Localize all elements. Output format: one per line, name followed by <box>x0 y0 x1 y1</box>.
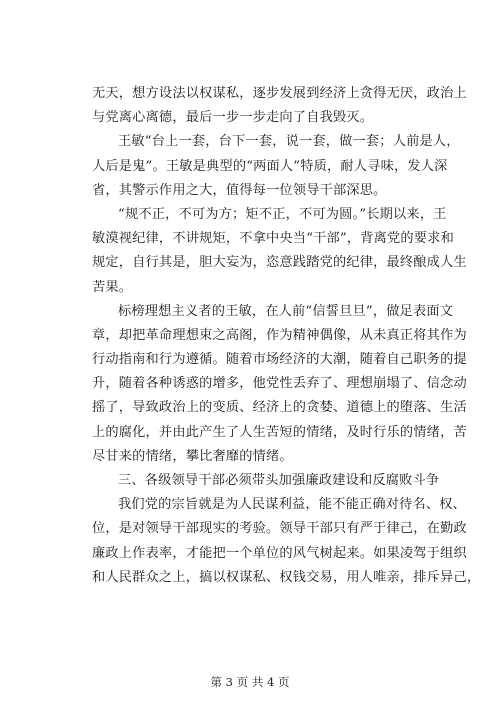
text-line: 行动指南和行为遵循。随着市场经济的大潮，随着自己职务的提 <box>92 352 467 368</box>
text-line: 无天，想方设法以权谋私，逐步发展到经济上贪得无厌，政治上 <box>92 86 467 101</box>
page-number-footer: 第 3 页 共 4 页 <box>210 675 290 689</box>
text-line: 摇了，导致政治上的变质、经济上的贪婪、道德上的堕落、生活 <box>92 400 467 416</box>
section-heading: 三、各级领导干部必须带头加强廉政建设和反腐败斗争 <box>118 473 440 488</box>
text-line: 敏漠视纪律，不讲规矩，不拿中央当“干部”，背离党的要求和 <box>92 231 454 247</box>
text-line: 上的腐化，并由此产生了人生苦短的情绪，及时行乐的情绪，苦 <box>92 424 467 440</box>
text-line: 和人民群众之上，搞以权谋私、权钱交易，用人唯亲，排斥异己， <box>92 569 481 585</box>
body-text <box>92 82 481 590</box>
text-line: 我们党的宗旨就是为人民谋利益，能不能正确对待名、权、 <box>118 497 467 513</box>
text-line: 尽甘来的情绪，攀比奢靡的情绪。 <box>92 448 293 464</box>
text-line: 省，其警示作用之大，值得每一位领导干部深思。 <box>92 182 387 198</box>
text-line: 苦果。 <box>92 279 133 295</box>
text-line: 人后是鬼”。王敏是典型的“两面人”特质，耐人寻味，发人深 <box>92 158 448 174</box>
text-line: 廉政上作表率，才能把一个单位的风气树起来。如果凌驾于组织 <box>92 545 467 561</box>
text-line: 位，是对领导干部现实的考验。领导干部只有严于律己，在勤政 <box>92 521 467 537</box>
text-line: “规不正，不可为方；矩不正，不可为圆。”长期以来，王 <box>118 206 447 222</box>
text-line: 王敏“台上一套，台下一套，说一套，做一套；人前是人， <box>118 134 460 150</box>
text-line: 规定，自行其是，胆大妄为，恣意践踏党的纪律，最终酿成人生 <box>92 255 467 271</box>
text-line: 升，随着各种诱惑的增多，他党性丢弃了、理想崩塌了、信念动 <box>92 376 467 392</box>
text-line: 与党离心离德，最后一步一步走向了自我毁灭。 <box>92 110 374 126</box>
text-line: 章，却把革命理想束之高阁，作为精神偶像，从未真正将其作为 <box>92 327 467 343</box>
text-line: 标榜理想主义者的王敏，在人前“信誓旦旦”，做足表面文 <box>118 303 454 319</box>
